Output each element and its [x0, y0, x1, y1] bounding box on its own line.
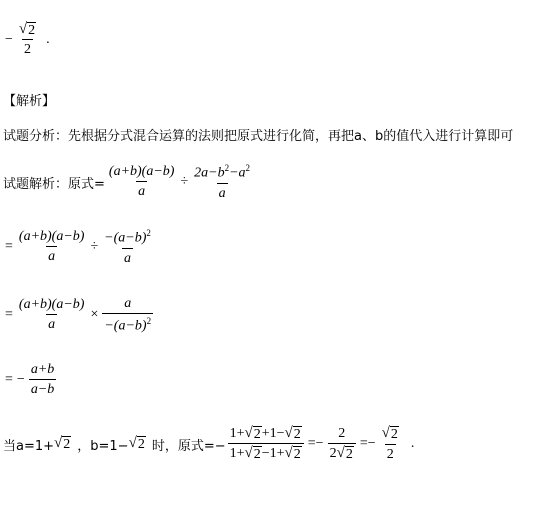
solution-step-4: = − $\frac{a+b}{a-b}$: [5, 362, 55, 397]
section-heading: 【解析】: [3, 94, 56, 109]
sqrt-symbol: √ 2: [18, 21, 36, 38]
answer-period: .: [46, 32, 50, 48]
solution-step-2: = $\frac{(a+b)(a-b)}{a}$ ÷ $\frac{-(a-b)^2}{a}$: [5, 228, 151, 266]
analysis-line: [3, 125, 513, 144]
solution-label: 试题解析：原式=: [3, 176, 105, 192]
analysis-text: 先根据分式混合运算的法则把原式进行化简，再把a、b的值代入进行计算即可: [68, 129, 514, 144]
answer-minus: −: [5, 32, 13, 48]
solution-step-3: = $\frac{(a+b)(a-b)}{a}$ × $\frac{a}{-(a-b)^2}$: [5, 296, 152, 334]
solution-step-1: 试题解析：原式= $\frac{(a+b)(a-b)}{a}$ ÷ $\frac{2a-b^2-a^2}{a}$: [3, 163, 251, 201]
answer-line: [3, 22, 50, 58]
answer-fraction: √ 2 2: [18, 21, 36, 58]
substitution-line: 当a=1+ √ 2 ，b=1− √ 2 时，原式=− 1+ √ 2 +1− √ 2 1+ √ 2 −1+ √ 2 =− 2 2 √ 2 =− √ 2 2 .: [3, 425, 415, 463]
analysis-label: 试题分析：: [3, 129, 69, 144]
